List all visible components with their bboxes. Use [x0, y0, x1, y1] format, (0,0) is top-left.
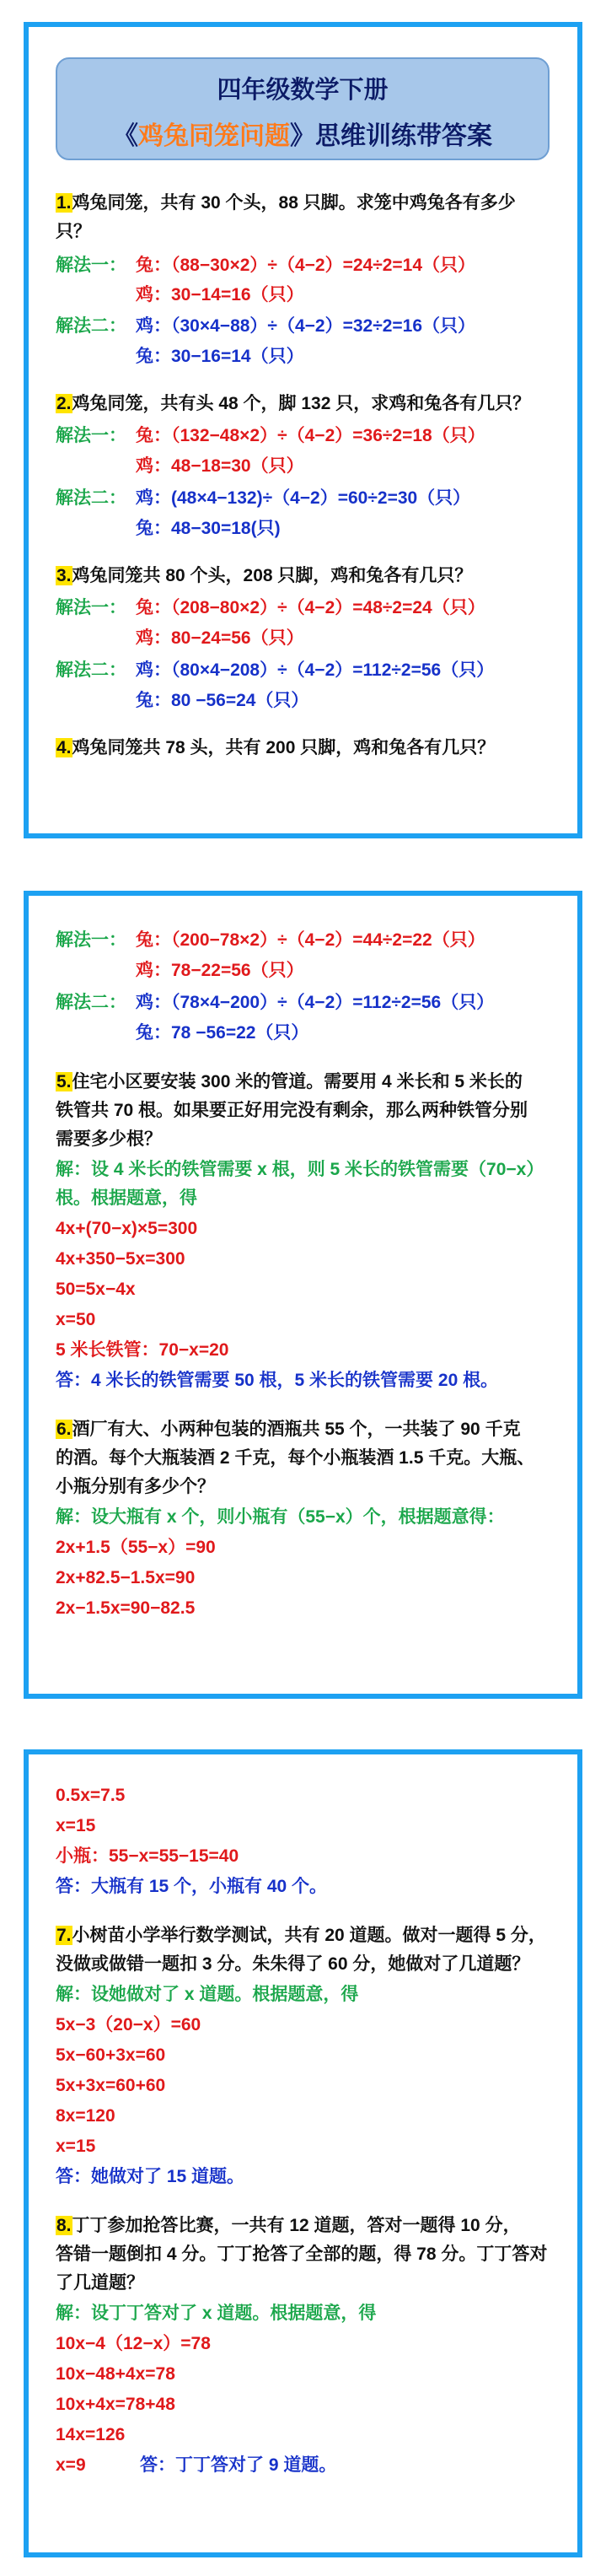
subtitle-topic: 鸡兔同笼问题: [138, 122, 290, 150]
method-label: 解法二：: [56, 660, 126, 680]
solution-line: 鸡：48−18=30（只）: [136, 456, 304, 476]
equation-line: 14x=126: [56, 2425, 126, 2444]
page-card-1: [24, 22, 582, 838]
question-number: 3.: [56, 566, 72, 585]
answer-line: 答：她做对了 15 道题。: [56, 2167, 245, 2186]
subtitle-close: 》思维训练带答案: [290, 122, 492, 150]
question-text: 丁丁参加抢答比赛，一共有 12 道题，答对一题得 10 分，: [72, 2216, 521, 2235]
solution-line: 兔：（132−48×2）÷（4−2）=36÷2=18（只）: [136, 426, 485, 445]
question-1: [56, 191, 516, 216]
equation-line: 4x+350−5x=300: [56, 1249, 185, 1269]
question-text: 小树苗小学举行数学测试，共有 20 道题。做对一题得 5 分，: [72, 1926, 546, 1945]
equation-line: x=9: [56, 2455, 86, 2475]
solution-line: 兔：80 −56=24（只）: [136, 691, 309, 710]
solution-line: 鸡：（78×4−200）÷（4−2）=112÷2=56（只）: [136, 993, 495, 1012]
question-3: [56, 563, 472, 589]
equation-line: 2x−1.5x=90−82.5: [56, 1598, 196, 1618]
question-number: 4.: [56, 738, 72, 757]
question-number: 8.: [56, 2216, 72, 2235]
equation-line: 50=5x−4x: [56, 1280, 136, 1299]
question-text: 鸡兔同笼，共有 30 个头，88 只脚。求笼中鸡兔各有多少: [72, 193, 516, 213]
page-title: 四年级数学下册: [217, 77, 389, 104]
page-card-2: [24, 891, 582, 1699]
question-7: [56, 1923, 546, 1948]
solution-setup: 解：设 4 米长的铁管需要 x 根，则 5 米长的铁管需要（70−x）: [56, 1160, 544, 1179]
page-card-3: [24, 1749, 582, 2557]
solution-line: 兔：78 −56=22（只）: [136, 1023, 309, 1043]
question-text: 酒厂有大、小两种包装的酒瓶共 55 个，一共装了 90 千克: [72, 1420, 521, 1439]
question-4: [56, 736, 495, 761]
question-number: 5.: [56, 1072, 72, 1091]
question-5: [56, 1070, 523, 1095]
method-label: 解法一：: [56, 930, 126, 950]
solution-line: 鸡：30−14=16（只）: [136, 285, 304, 304]
equation-line: 5x−60+3x=60: [56, 2045, 166, 2065]
question-text: 鸡兔同笼共 78 头，共有 200 只脚，鸡和兔各有几只？: [72, 738, 496, 757]
subtitle-open: 《: [113, 122, 138, 150]
question-text: 只？: [56, 222, 91, 241]
question-2: [56, 391, 530, 417]
equation-line: 10x+4x=78+48: [56, 2395, 175, 2414]
equation-line: 5x−3（20−x）=60: [56, 2015, 201, 2034]
equation-line: 2x+82.5−1.5x=90: [56, 1568, 196, 1587]
equation-line: 10x−48+4x=78: [56, 2364, 175, 2384]
question-number: 1.: [56, 193, 72, 213]
solution-line: 鸡：(48×4−132)÷（4−2）=60÷2=30（只）: [136, 488, 471, 508]
question-number: 2.: [56, 394, 72, 413]
equation-line: 5x+3x=60+60: [56, 2076, 166, 2095]
solution-setup: 解：设丁丁答对了 x 道题。根据题意，得: [56, 2304, 377, 2323]
equation-line: x=50: [56, 1310, 96, 1329]
solution-line: 兔：（88−30×2）÷（4−2）=24÷2=14（只）: [136, 256, 476, 275]
question-text: 答错一题倒扣 4 分。丁丁抢答了全部的题，得 78 分。丁丁答对: [56, 2245, 548, 2264]
method-label: 解法一：: [56, 426, 126, 445]
method-label: 解法二：: [56, 488, 126, 508]
answer-line: 答：大瓶有 15 个，小瓶有 40 个。: [56, 1877, 328, 1896]
equation-line: 0.5x=7.5: [56, 1786, 126, 1805]
method-label: 解法一：: [56, 256, 126, 275]
answer-line: 答：丁丁答对了 9 道题。: [140, 2455, 337, 2475]
question-text: 了几道题？: [56, 2273, 144, 2293]
equation-line: 8x=120: [56, 2106, 115, 2126]
solution-line: 鸡：（80×4−208）÷（4−2）=112÷2=56（只）: [136, 660, 495, 680]
question-number: 7.: [56, 1926, 72, 1945]
question-text: 铁管共 70 根。如果要正好用完没有剩余，那么两种铁管分别: [56, 1101, 528, 1120]
solution-setup: 根。根据题意，得: [56, 1188, 197, 1208]
answer-line: 答：4 米长的铁管需要 50 根，5 米长的铁管需要 20 根。: [56, 1371, 499, 1390]
question-number: 6.: [56, 1420, 72, 1439]
equation-line: 4x+(70−x)×5=300: [56, 1219, 198, 1238]
solution-line: 兔：30−16=14（只）: [136, 347, 304, 366]
equation-line: x=15: [56, 1816, 96, 1835]
solution-line: 兔：（200−78×2）÷（4−2）=44÷2=22（只）: [136, 930, 485, 950]
question-text: 小瓶分别有多少个？: [56, 1477, 215, 1496]
equation-line: 小瓶：55−x=55−15=40: [56, 1846, 239, 1866]
title-banner: [56, 57, 550, 160]
solution-line: 兔：48−30=18(只): [136, 519, 281, 538]
question-6: [56, 1417, 521, 1442]
solution-line: 鸡：78−22=56（只）: [136, 961, 304, 980]
question-text: 鸡兔同笼，共有头 48 个，脚 132 只，求鸡和兔各有几只？: [72, 394, 531, 413]
question-8: [56, 2213, 521, 2239]
equation-line: x=15: [56, 2137, 96, 2156]
equation-line: 10x−4（12−x）=78: [56, 2334, 211, 2353]
question-text: 需要多少根？: [56, 1129, 162, 1149]
method-label: 解法一：: [56, 598, 126, 617]
solution-setup: 解：设大瓶有 x 个，则小瓶有（55−x）个，根据题意得：: [56, 1507, 505, 1527]
solution-line: 鸡：（30×4−88）÷（4−2）=32÷2=16（只）: [136, 316, 476, 336]
solution-line: 兔：（208−80×2）÷（4−2）=48÷2=24（只）: [136, 598, 485, 617]
question-text: 住宅小区要安装 300 米的管道。需要用 4 米长和 5 米长的: [72, 1072, 523, 1091]
equation-line: 2x+1.5（55−x）=90: [56, 1538, 216, 1557]
question-text: 的酒。每个大瓶装酒 2 千克，每个小瓶装酒 1.5 千克。大瓶、: [56, 1448, 535, 1468]
equation-line: 5 米长铁管：70−x=20: [56, 1340, 229, 1360]
question-text: 没做或做错一题扣 3 分。朱朱得了 60 分，她做对了几道题？: [56, 1954, 530, 1974]
solution-setup: 解：设她做对了 x 道题。根据题意，得: [56, 1985, 359, 2004]
method-label: 解法二：: [56, 316, 126, 336]
solution-line: 鸡：80−24=56（只）: [136, 628, 304, 648]
question-text: 鸡兔同笼共 80 个头，208 只脚，鸡和兔各有几只？: [72, 566, 473, 585]
page-subtitle: [57, 115, 548, 152]
method-label: 解法二：: [56, 993, 126, 1012]
